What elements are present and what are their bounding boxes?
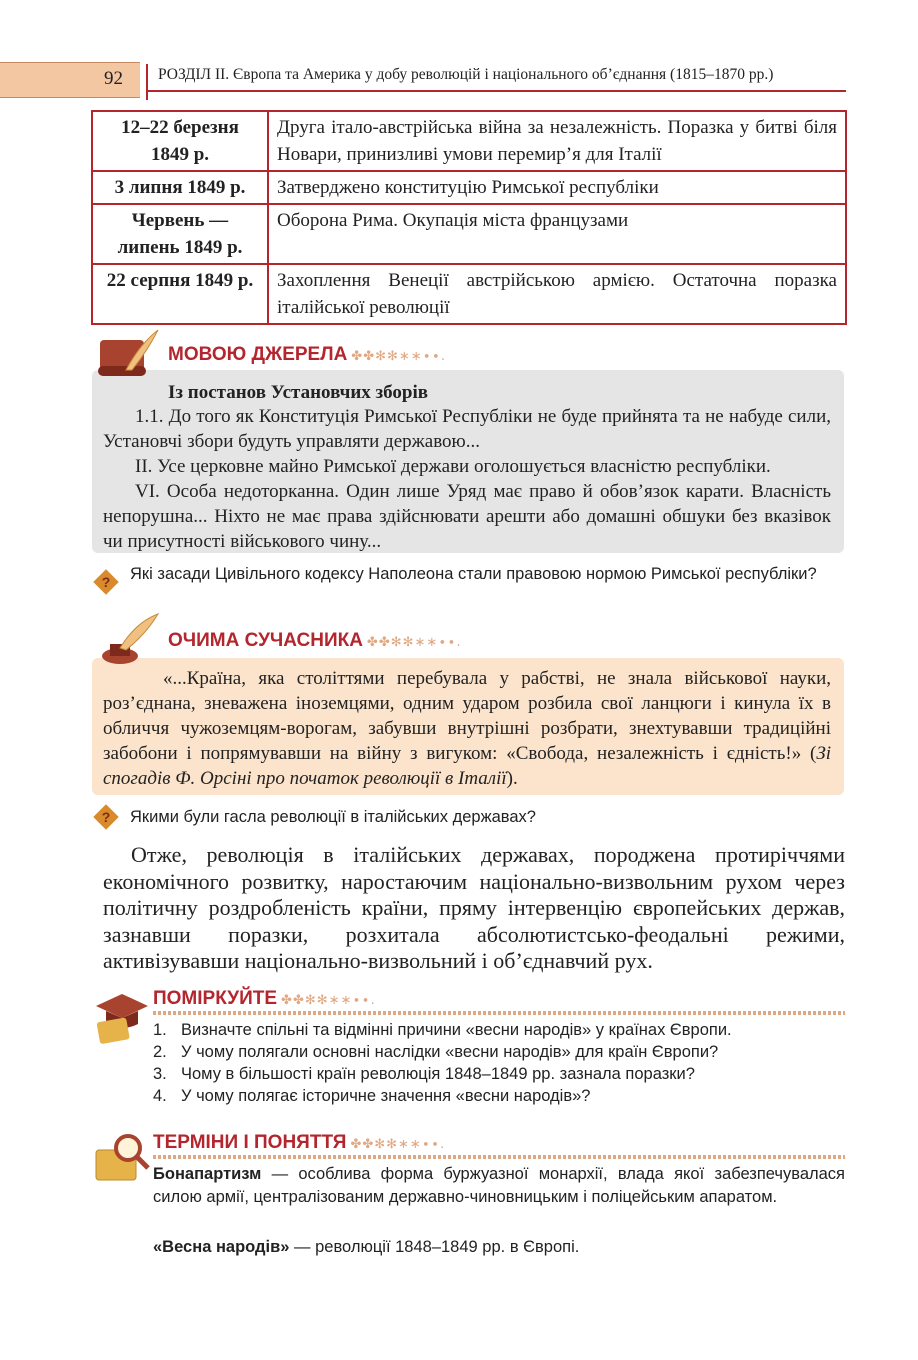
decorative-dots: ✤✤✻✻∗∗∙∙. bbox=[351, 349, 447, 364]
section-title: ОЧИМА СУЧАСНИКА bbox=[168, 630, 363, 651]
event-cell: Захоплення Венеції австрійською армією. Остаточна поразка італійської революції bbox=[268, 264, 846, 324]
date-cell: Червень — липень 1849 р. bbox=[92, 204, 268, 264]
section-title: ПОМІРКУЙТЕ bbox=[153, 988, 278, 1009]
conclusion-paragraph: Отже, революція в італійських державах, породжена протиріччями економічного розвитку, наростаючим національно-визвольним рухом через політичну роздробленість країни, пряму інтервенцію європейських держав, зазнавши поразки, розхитала абсолютистсько-феодальні режими, активізувавши національно-визвольний і об’єднавчий рух. bbox=[103, 842, 845, 973]
event-cell: Оборона Рима. Окупація міста французами bbox=[268, 204, 846, 264]
decorative-dots: ✤✤✻✻∗∗∙∙. bbox=[366, 635, 462, 650]
decorative-dots: ✤✤✻✻∗∗∙∙. bbox=[281, 993, 376, 1008]
term-entry bbox=[153, 1163, 845, 1209]
list-item: 1. Визначте спільні та відмінні причини «весни народів» у країнах Європи. bbox=[153, 1021, 732, 1039]
term-definition: — особлива форма буржуазної монархії, влада якої забезпечувалася силою армії, централізованим державно-чиновницьким і поліцейським апаратом. bbox=[153, 1165, 845, 1206]
svg-text:?: ? bbox=[101, 574, 111, 590]
table-row bbox=[92, 264, 846, 324]
contemporary-quote bbox=[103, 666, 831, 791]
term-entry bbox=[153, 1236, 845, 1259]
term-name: «Весна народів» bbox=[153, 1238, 290, 1256]
question-text: Які засади Цивільного кодексу Наполеона стали правовою нормою Римської республіки? bbox=[130, 565, 817, 583]
list-item: 2. У чому полягали основні наслідки «весни народів» для країн Європи? bbox=[153, 1043, 719, 1061]
term-definition: — революції 1848–1849 рр. в Європі. bbox=[289, 1238, 580, 1256]
question-icon bbox=[92, 568, 120, 596]
source-subtitle: Із постанов Установчих зборів bbox=[168, 382, 429, 403]
scroll-quill-icon bbox=[96, 326, 162, 378]
date-cell: 12–22 березня 1849 р. bbox=[92, 111, 268, 171]
quote-attribution: Зі спогадів Ф. Орсіні про початок революції в Італії bbox=[103, 743, 831, 789]
list-item: 3. Чому в більшості країн революція 1848–1849 рр. зазнала поразки? bbox=[153, 1065, 695, 1083]
section-rule bbox=[153, 1011, 845, 1015]
running-title: РОЗДІЛ ІІ. Європа та Америка у добу революцій і національного об’єднання (1815–1870 рр.) bbox=[158, 66, 774, 83]
decorative-dots: ✤✤✻✻∗∗∙∙. bbox=[350, 1137, 446, 1152]
question-icon bbox=[92, 803, 120, 831]
header-rule bbox=[148, 90, 846, 92]
section-title: МОВОЮ ДЖЕРЕЛА bbox=[168, 344, 348, 365]
quote-text: «...Країна, яка століттями перебувала у рабстві, не знала військової науки, роз’єднана, зневажена іноземцями, одним ударом розбила свої ланцюги і кинула їх в обличчя чужоземцям-ворогам, забувши внутрішні розбрати, знехтувавши традиційні забобони і попрямувавши на війну з вигуком: «Свобода, незалежність і єдність!» ( bbox=[103, 668, 831, 764]
source-paragraph: VI. Особа недоторканна. Один лише Уряд має право й обов’язок карати. Власність непорушна... Ніхто не має права здійснювати арешти або домашні обшуки без вказівок чи присутності військового чину... bbox=[103, 481, 831, 552]
quote-closing: ). bbox=[506, 768, 518, 789]
question-text: Якими були гасла революції в італійських державах? bbox=[130, 808, 536, 826]
table-row bbox=[92, 171, 846, 204]
page-number: 92 bbox=[104, 68, 123, 89]
think-list bbox=[153, 1019, 845, 1107]
chronology-table bbox=[91, 110, 847, 325]
section-title: ТЕРМІНИ І ПОНЯТТЯ bbox=[153, 1132, 347, 1153]
section-rule bbox=[153, 1155, 845, 1159]
list-item: 4. У чому полягає історичне значення «весни народів»? bbox=[153, 1087, 591, 1105]
term-name: Бонапартизм bbox=[153, 1165, 262, 1183]
quill-inkpot-icon bbox=[98, 612, 162, 668]
table-row bbox=[92, 111, 846, 171]
svg-text:?: ? bbox=[101, 809, 111, 825]
event-cell: Друга італо-австрійська війна за незалежність. Поразка у битві біля Новари, принизливі умови перемир’я для Італії bbox=[268, 111, 846, 171]
date-cell: 22 серпня 1849 р. bbox=[92, 264, 268, 324]
graduation-cap-icon bbox=[92, 990, 152, 1046]
source-paragraph: II. Усе церковне майно Римської держави оголошується власністю республіки. bbox=[135, 456, 771, 477]
event-cell: Затверджено конституцію Римської республіки bbox=[268, 171, 846, 204]
header-divider bbox=[146, 64, 148, 100]
table-row bbox=[92, 204, 846, 264]
date-cell: 3 липня 1849 р. bbox=[92, 171, 268, 204]
source-paragraph: 1.1. До того як Конституція Римської Республіки не буде прийнята та не набуде сили, Установчі збори будуть управляти державою... bbox=[103, 406, 831, 452]
book-magnifier-icon bbox=[92, 1130, 152, 1186]
